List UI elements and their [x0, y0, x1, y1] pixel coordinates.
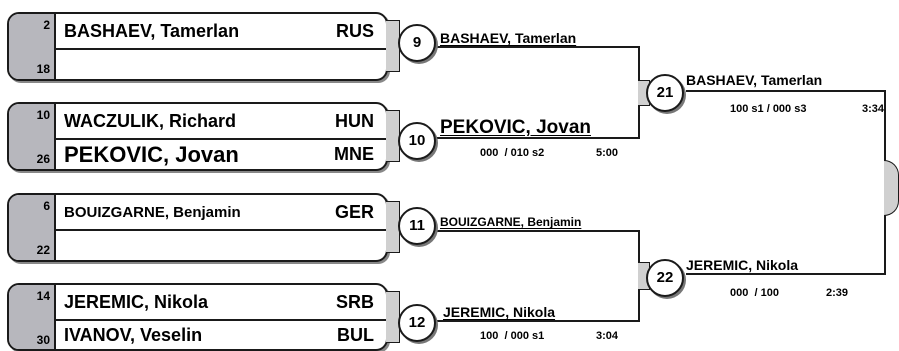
- bracket-line: [437, 46, 640, 48]
- pool-entry[interactable]: [9, 104, 386, 140]
- country-code: GER: [334, 202, 374, 222]
- seed-number: 26: [9, 138, 56, 171]
- match-number[interactable]: 10: [398, 122, 436, 160]
- match-number[interactable]: 22: [646, 259, 684, 297]
- seed-number: 22: [9, 229, 56, 262]
- seed-number: 18: [9, 48, 56, 81]
- athlete-name: BOUIZGARNE, Benjamin: [64, 204, 241, 221]
- match-number[interactable]: 11: [398, 207, 436, 245]
- match-winner: BASHAEV, Tamerlan: [686, 72, 823, 88]
- pool-entry[interactable]: [9, 48, 386, 81]
- pool-entry[interactable]: [9, 285, 386, 321]
- pool-entry[interactable]: [9, 138, 386, 171]
- pool-entry[interactable]: [9, 195, 386, 231]
- match-number[interactable]: 12: [398, 304, 436, 342]
- pool-pair-2: [7, 102, 388, 171]
- match-winner: BOUIZGARNE, Benjamin: [440, 215, 582, 229]
- bracket-line: [437, 320, 640, 322]
- match-score: 000 / 010 s2: [480, 147, 545, 159]
- match-winner: JEREMIC, Nikola: [443, 304, 556, 320]
- match-winner: JEREMIC, Nikola: [686, 257, 799, 273]
- seed-number: 14: [9, 285, 56, 319]
- match-duration: 2:39: [826, 287, 849, 299]
- bracket-line: [686, 90, 886, 92]
- bracket-line: [437, 230, 640, 232]
- seed-number: 10: [9, 104, 56, 138]
- country-code: RUS: [335, 21, 374, 41]
- match-duration: 5:00: [596, 147, 619, 159]
- athlete-name: WACZULIK, Richard: [64, 111, 237, 131]
- pool-pair-4: [7, 283, 388, 351]
- pool-entry[interactable]: [9, 319, 386, 351]
- country-code: HUN: [335, 111, 374, 131]
- athlete-name: JEREMIC, Nikola: [64, 292, 209, 312]
- athlete-name: PEKOVIC, Jovan: [64, 142, 239, 167]
- seed-number: 6: [9, 195, 56, 229]
- bracket-line: [686, 273, 886, 275]
- seed-number: 30: [9, 319, 56, 351]
- pool-entry[interactable]: [9, 14, 386, 50]
- match-duration: 3:34: [862, 103, 885, 115]
- match-winner: PEKOVIC, Jovan: [440, 117, 591, 138]
- match-number[interactable]: 21: [646, 74, 684, 112]
- pool-entry[interactable]: [9, 229, 386, 262]
- country-code: SRB: [335, 292, 374, 312]
- match-score: 100 / 000 s1: [480, 330, 545, 342]
- match-winner: BASHAEV, Tamerlan: [440, 30, 577, 46]
- athlete-name: BASHAEV, Tamerlan: [64, 21, 240, 41]
- match-number[interactable]: 9: [398, 24, 436, 62]
- match-score: 000 / 100: [730, 287, 779, 299]
- match-duration: 3:04: [596, 330, 619, 342]
- country-code: BUL: [337, 325, 374, 345]
- athlete-name: IVANOV, Veselin: [64, 325, 203, 345]
- pool-pair-3: [7, 193, 388, 262]
- pool-pair-1: [7, 12, 388, 81]
- match-score: 100 s1 / 000 s3: [730, 103, 807, 115]
- bracket-connector: [884, 160, 899, 216]
- seed-number: 2: [9, 14, 56, 48]
- country-code: MNE: [334, 144, 374, 164]
